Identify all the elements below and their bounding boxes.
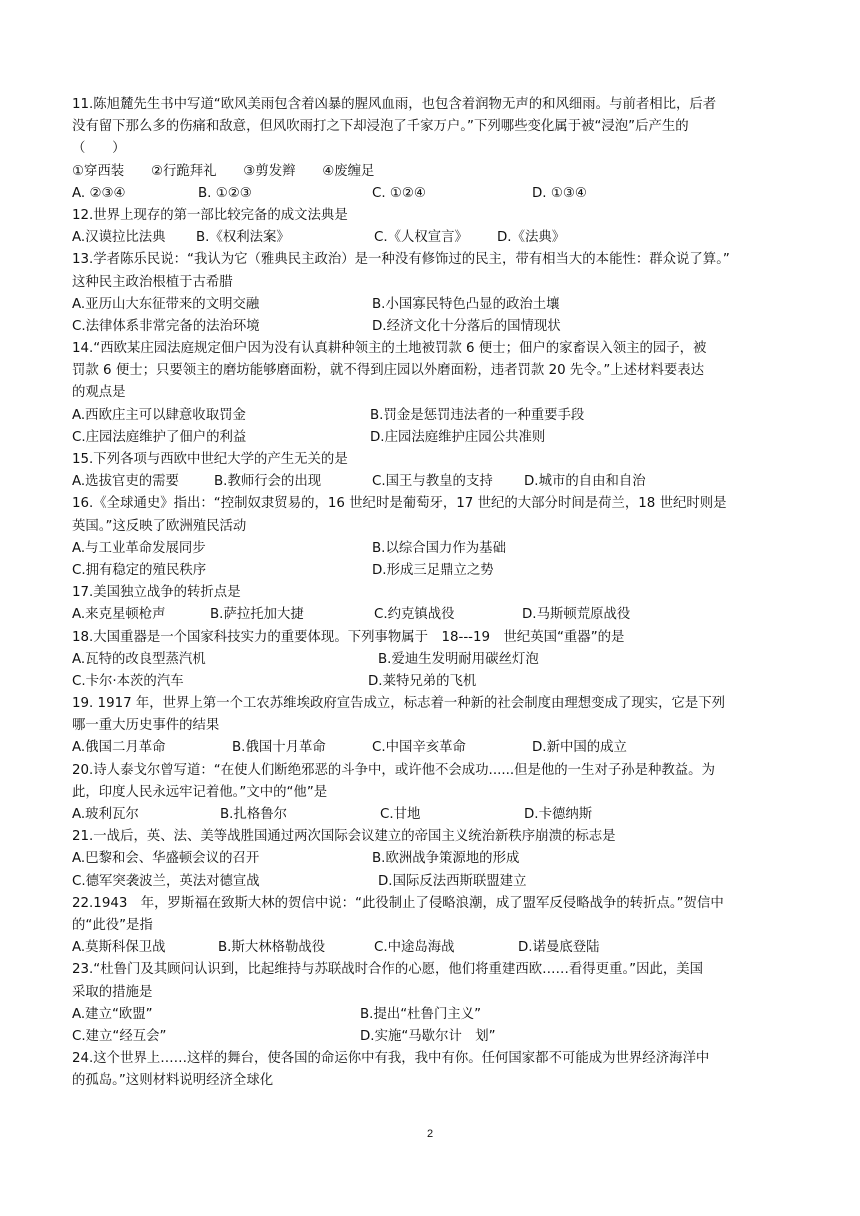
option-a[interactable]: A.与工业革命发展同步 [72,540,206,556]
question-stem-line: 20.诗人泰戈尔曾写道：“在使人们断绝邪恶的斗争中，或许他不会成功......但是他的一生对子孙是种教益。为 [72,762,715,778]
option-c[interactable]: C.建立“经互会” [72,1028,167,1044]
option-c[interactable]: C. ①②④ [372,185,426,201]
option-c[interactable]: C.国王与教皇的支持 [372,474,493,490]
question-stem-line: ①穿西装 ②行跪拜礼 ③剪发辫 ④废缠足 [72,163,375,179]
question-15 [72,449,794,493]
option-row [72,604,794,626]
question-stem-line: 罚款 6 便士；只要领主的磨坊能够磨面粉，就不得到庄园以外磨面粉，违者罚款 20 先令。”上述材料要表达 [72,363,705,379]
question-stem-line: 11.陈旭麓先生书中写道“欧风美雨包含着凶暴的腥风血雨，也包含着润物无声的和风细雨。与前者相比，后者 [72,97,717,112]
option-row [72,316,794,338]
option-b[interactable]: B.以综合国力作为基础 [372,540,506,556]
option-a[interactable]: A.玻利瓦尔 [72,807,139,822]
option-d[interactable]: D.《法典》 [497,230,566,246]
question-stem-line: 24.这个世界上……这样的舞台，使各国的命运你中有我，我中有你。任何国家都不可能成为世界经济海洋中 [72,1051,710,1067]
option-row [72,471,794,493]
option-row [72,804,794,826]
option-d[interactable]: D.实施“马歇尔计 划” [360,1028,496,1044]
option-a[interactable]: A.巴黎和会、华盛顿会议的召开 [72,851,260,867]
option-b[interactable]: B.扎格鲁尔 [220,807,288,822]
option-d[interactable]: D.经济文化十分落后的国情现状 [372,318,561,334]
question-16 [72,493,794,582]
option-c[interactable]: C.甘地 [380,807,421,822]
option-row [72,649,794,671]
question-stem-line: 的“此役”是指 [72,917,153,933]
option-a[interactable]: A.汉谟拉比法典 [72,230,166,246]
question-stem-line: 采取的措施是 [72,984,153,1000]
option-a[interactable]: A.来克星顿枪声 [72,607,166,623]
option-row [72,183,794,205]
question-17 [72,582,794,626]
option-c[interactable]: C.中途岛海战 [374,940,455,956]
option-row [72,737,794,759]
option-d[interactable]: D.马斯顿荒原战役 [522,607,631,623]
option-b[interactable]: B.小国寡民特色凸显的政治土壤 [372,296,560,312]
option-d[interactable]: D.诺曼底登陆 [518,940,600,956]
question-stem-line: 的观点是 [72,385,126,401]
option-c[interactable]: C.拥有稳定的殖民秩序 [72,562,207,578]
option-b[interactable]: B.罚金是惩罚违法者的一种重要手段 [370,407,585,423]
question-stem-line: 14.“西欧某庄园法庭规定佃户因为没有认真耕种领主的土地被罚款 6 便士；佃户的家畜误入领主的园子，被 [72,341,707,357]
option-b[interactable]: B.俄国十月革命 [232,740,326,756]
option-c[interactable]: C.卡尔·本茨的汽车 [72,673,184,689]
question-stem-line: 这种民主政治根植于古希腊 [72,274,233,290]
option-row [72,405,794,427]
question-stem-line: 的孤岛。”这则材料说明经济全球化 [72,1073,274,1089]
option-row [72,1004,794,1026]
option-b[interactable]: B.萨拉托加大捷 [210,607,304,623]
option-b[interactable]: B.教师行会的出现 [214,474,322,490]
option-row [72,871,794,893]
question-13 [72,249,794,338]
question-stem-line: 19. 1917 年，世界上第一个工农苏维埃政府宣告成立，标志着一种新的社会制度由理想变成了现实，它是下列 [72,696,726,712]
question-stem-line: 22.1943 年，罗斯福在致斯大林的贺信中说：“此役制止了侵略浪潮，成了盟军反侵略战争的转折点。”贺信中 [72,895,724,911]
question-stem-line: 17.美国独立战争的转折点是 [72,585,241,601]
option-c[interactable]: C.约克镇战役 [374,607,455,623]
question-21 [72,826,794,893]
question-12 [72,205,794,249]
option-row [72,1026,794,1048]
option-b[interactable]: B.欧洲战争策源地的形成 [372,851,520,867]
option-d[interactable]: D.卡德纳斯 [524,807,593,822]
option-c[interactable]: C.庄园法庭维护了佃户的利益 [72,429,247,445]
option-d[interactable]: D.形成三足鼎立之势 [372,562,494,578]
question-list [72,94,794,1092]
option-b[interactable]: B. ①②③ [198,185,252,201]
option-d[interactable]: D. ①③④ [532,185,587,201]
option-c[interactable]: C.法律体系非常完备的法治环境 [72,318,260,334]
option-c[interactable]: C.中国辛亥革命 [372,740,466,756]
option-c[interactable]: C.《人权宣言》 [374,230,468,246]
question-23 [72,959,794,1048]
option-b[interactable]: B.斯大林格勒战役 [218,940,326,956]
option-a[interactable]: A.莫斯科保卫战 [72,940,166,956]
option-row [72,427,794,449]
question-stem-line: 英国。”这反映了欧洲殖民活动 [72,518,247,534]
option-d[interactable]: D.城市的自由和自治 [524,474,646,490]
question-stem-line: 哪一重大历史事件的结果 [72,718,220,734]
question-stem-line: 21.一战后，英、法、美等战胜国通过两次国际会议建立的帝国主义统治新秩序崩溃的标志是 [72,829,616,845]
option-d[interactable]: D.新中国的成立 [532,740,627,756]
option-a[interactable]: A.亚历山大东征带来的文明交融 [72,296,260,312]
option-d[interactable]: D.莱特兄弟的飞机 [368,673,477,689]
option-c[interactable]: C.德军突袭波兰，英法对德宣战 [72,873,260,889]
option-a[interactable]: A.选拔官吏的需要 [72,474,179,490]
option-b[interactable]: B.《权利法案》 [196,230,290,246]
option-row [72,671,794,693]
question-24 [72,1048,794,1092]
question-stem-line: 12.世界上现存的第一部比较完备的成文法典是 [72,207,348,223]
option-a[interactable]: A. ②③④ [72,185,126,201]
option-row [72,937,794,959]
option-d[interactable]: D.庄园法庭维护庄园公共准则 [370,429,546,445]
option-a[interactable]: A.瓦特的改良型蒸汽机 [72,651,206,667]
option-row [72,560,794,582]
question-stem-line: 18.大国重器是一个国家科技实力的重要体现。下列事物属于 18---19 世纪英国“重器”的是 [72,629,625,645]
question-20 [72,760,794,827]
question-18 [72,627,794,694]
option-a[interactable]: A.建立“欧盟” [72,1006,153,1022]
option-b[interactable]: B.提出“杜鲁门主义” [360,1006,482,1022]
question-19 [72,693,794,760]
page-number: 2 [426,1128,434,1140]
question-stem-line: 13.学者陈乐民说：“我认为它（雅典民主政治）是一种没有修饰过的民主，带有相当大的本能性：群众说了算。” [72,252,730,268]
option-row [72,294,794,316]
option-row [72,227,794,249]
option-b[interactable]: B.爱迪生发明耐用碳丝灯泡 [378,651,539,667]
question-11 [72,94,794,205]
question-stem-line: 23.“杜鲁门及其顾问认识到，比起维持与苏联战时合作的心愿，他们将重建西欧……看得更重。”因此，美国 [72,962,704,978]
option-a[interactable]: A.西欧庄主可以肆意收取罚金 [72,407,246,423]
question-stem-line: 此，印度人民永远牢记着他。”文中的“他”是 [72,784,328,800]
option-d[interactable]: D.国际反法西斯联盟建立 [378,873,527,889]
question-22 [72,893,794,960]
question-14 [72,338,794,449]
option-row [72,848,794,870]
question-stem-line: 16.《全球通史》指出：“控制奴隶贸易的，16 世纪时是葡萄牙，17 世纪的大部分时间是荷兰，18 世纪时则是 [72,496,727,512]
option-row [72,538,794,560]
question-stem-line: 没有留下那么多的伤痛和敌意，但风吹雨打之下却浸泡了千家万户。”下列哪些变化属于被“浸泡”后产生的 [72,119,689,135]
question-stem-line: 15.下列各项与西欧中世纪大学的产生无关的是 [72,452,348,467]
option-a[interactable]: A.俄国二月革命 [72,740,166,756]
question-stem-line: （ ） [72,141,126,157]
